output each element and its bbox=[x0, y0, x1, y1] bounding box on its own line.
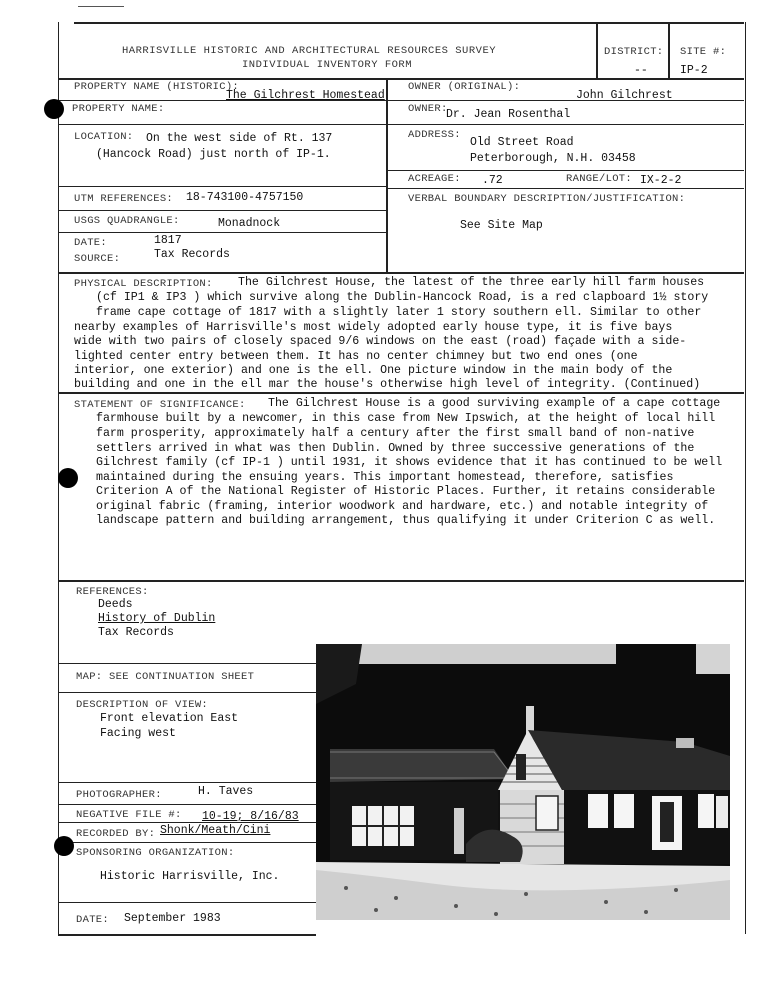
boundary-value: See Site Map bbox=[460, 219, 543, 232]
sponsor-value: Historic Harrisville, Inc. bbox=[100, 870, 280, 883]
address-line1: Old Street Road bbox=[470, 136, 574, 149]
top-rule bbox=[74, 22, 744, 24]
punch-hole bbox=[58, 468, 78, 488]
rule bbox=[58, 692, 316, 693]
physical-line: The Gilchrest House, the latest of the three early hill farm houses bbox=[238, 276, 705, 289]
references-label: REFERENCES: bbox=[76, 586, 149, 598]
physical-line: lighted center entry between them. It has no center chimney but two end ones (one bbox=[74, 350, 638, 363]
physical-line: wide with two pairs of closely spaced 9/6 windows on the east (road) façade with a side- bbox=[74, 335, 687, 348]
acreage-value: .72 bbox=[482, 174, 503, 187]
view-line1: Front elevation East bbox=[100, 712, 239, 725]
rule bbox=[58, 186, 387, 187]
significance-line: farm prosperity, approximately half a century after the first small band of non-native bbox=[96, 427, 695, 440]
column-divider bbox=[386, 78, 388, 272]
form-date-label: DATE: bbox=[76, 914, 110, 926]
significance-line: settlers arrived in what was then Dublin. Owned by three successive generations of the bbox=[96, 442, 695, 455]
physical-line: nearby examples of Harrisville's most widely adopted early house type, it is five bays bbox=[74, 321, 673, 334]
reference-item: Deeds bbox=[98, 598, 133, 611]
owner-value: Dr. Jean Rosenthal bbox=[446, 108, 571, 121]
form-subtitle: INDIVIDUAL INVENTORY FORM bbox=[242, 59, 413, 71]
address-line2: Peterborough, N.H. 03458 bbox=[470, 152, 636, 165]
usgs-label: USGS QUADRANGLE: bbox=[74, 215, 180, 227]
address-label: ADDRESS: bbox=[408, 129, 461, 141]
site-value: IP-2 bbox=[680, 64, 708, 77]
site-divider bbox=[668, 22, 670, 78]
rule bbox=[58, 232, 387, 233]
map-note: MAP: SEE CONTINUATION SHEET bbox=[76, 671, 255, 683]
boundary-label: VERBAL BOUNDARY DESCRIPTION/JUSTIFICATION: bbox=[408, 193, 686, 205]
owner-original: John Gilchrest bbox=[576, 89, 673, 102]
rule bbox=[58, 124, 744, 125]
district-label: DISTRICT: bbox=[604, 46, 664, 58]
form-date-value: September 1983 bbox=[124, 912, 221, 925]
rule bbox=[387, 188, 744, 189]
sponsor-label: SPONSORING ORGANIZATION: bbox=[76, 847, 235, 859]
date-label: DATE: bbox=[74, 237, 108, 249]
date-value: 1817 bbox=[154, 234, 182, 247]
rule bbox=[58, 210, 387, 211]
scan-mark bbox=[78, 6, 124, 7]
range-lot-value: IX-2-2 bbox=[640, 174, 682, 187]
rule bbox=[58, 580, 744, 582]
significance-label: STATEMENT OF SIGNIFICANCE: bbox=[74, 399, 246, 411]
significance-line: Criterion A of the National Register of Historic Places. Further, it retains considerable bbox=[96, 485, 716, 498]
significance-line: Gilchrest family (cf IP-1 ) until 1931, it shows evidence that it has continued to be well bbox=[96, 456, 723, 469]
rule bbox=[58, 902, 316, 903]
form-title: HARRISVILLE HISTORIC AND ARCHITECTURAL RESOURCES SURVEY bbox=[122, 45, 497, 57]
utm-label: UTM REFERENCES: bbox=[74, 193, 174, 205]
property-name-historic-label: PROPERTY NAME (HISTORIC): bbox=[74, 81, 240, 93]
punch-hole bbox=[44, 99, 64, 119]
physical-label: PHYSICAL DESCRIPTION: bbox=[74, 278, 213, 290]
significance-line: The Gilchrest House is a good surviving example of a cape cottage bbox=[268, 397, 721, 410]
photographer-label: PHOTOGRAPHER: bbox=[76, 789, 162, 801]
recorded-label: RECORDED BY: bbox=[76, 828, 156, 840]
rule bbox=[58, 782, 316, 783]
significance-line: farmhouse built by a newcomer, in this case from New Ipswich, at the height of local hill bbox=[96, 412, 716, 425]
reference-item: Tax Records bbox=[98, 626, 174, 639]
utm-value: 18-743100-4757150 bbox=[186, 191, 304, 204]
range-lot-label: RANGE/LOT: bbox=[566, 173, 633, 185]
source-label: SOURCE: bbox=[74, 253, 121, 265]
physical-line: frame cape cottage of 1817 with a slightly later 1 story southern ell. Similar to other bbox=[96, 306, 702, 319]
district-divider bbox=[596, 22, 598, 78]
physical-line: (cf IP1 & IP3 ) which survive along the Dublin-Hancock Road, is a red clapboard 1½ story bbox=[96, 291, 709, 304]
rule bbox=[58, 804, 316, 805]
rule bbox=[58, 934, 316, 936]
location-label: LOCATION: bbox=[74, 131, 134, 143]
significance-line: landscape pattern and building arrangement, thus qualifying it under Criterion C as well. bbox=[96, 514, 716, 527]
recorded-value: Shonk/Meath/Cini bbox=[160, 824, 271, 837]
significance-line: maintained during the ensuing years. This important homestead, therefore, satisfies bbox=[96, 471, 674, 484]
view-line2: Facing west bbox=[100, 727, 176, 740]
physical-line: interior, one exterior) and one is the ell. One picture window in the main body of the bbox=[74, 364, 673, 377]
reference-item: History of Dublin bbox=[98, 612, 216, 625]
negative-label: NEGATIVE FILE #: bbox=[76, 809, 182, 821]
rule bbox=[58, 842, 316, 843]
house-photograph bbox=[316, 644, 730, 920]
negative-value: 10-19; 8/16/83 bbox=[202, 810, 299, 823]
physical-line: building and one in the ell mar the house's otherwise high level of integrity. (Continued) bbox=[74, 378, 701, 391]
rule bbox=[387, 170, 744, 171]
property-name-historic: The Gilchrest Homestead bbox=[226, 89, 385, 102]
significance-line: original fabric (framing, interior woodwork and hardware, etc.) and notable integrity of bbox=[96, 500, 709, 513]
photographer-value: H. Taves bbox=[198, 785, 254, 798]
location-line2: (Hancock Road) just north of IP-1. bbox=[96, 148, 331, 161]
punch-hole bbox=[54, 836, 74, 856]
property-name-label: PROPERTY NAME: bbox=[72, 103, 165, 115]
location-line1: On the west side of Rt. 137 bbox=[146, 132, 333, 145]
owner-original-label: OWNER (ORIGINAL): bbox=[408, 81, 521, 93]
acreage-label: ACREAGE: bbox=[408, 173, 461, 185]
usgs-value: Monadnock bbox=[218, 217, 281, 230]
rule bbox=[58, 663, 316, 664]
rule bbox=[58, 272, 744, 274]
owner-label: OWNER: bbox=[408, 103, 448, 115]
district-value: -- bbox=[634, 64, 648, 77]
view-label: DESCRIPTION OF VIEW: bbox=[76, 699, 209, 711]
site-label: SITE #: bbox=[680, 46, 727, 58]
source-value: Tax Records bbox=[154, 248, 230, 261]
house-photo-art bbox=[316, 644, 730, 920]
